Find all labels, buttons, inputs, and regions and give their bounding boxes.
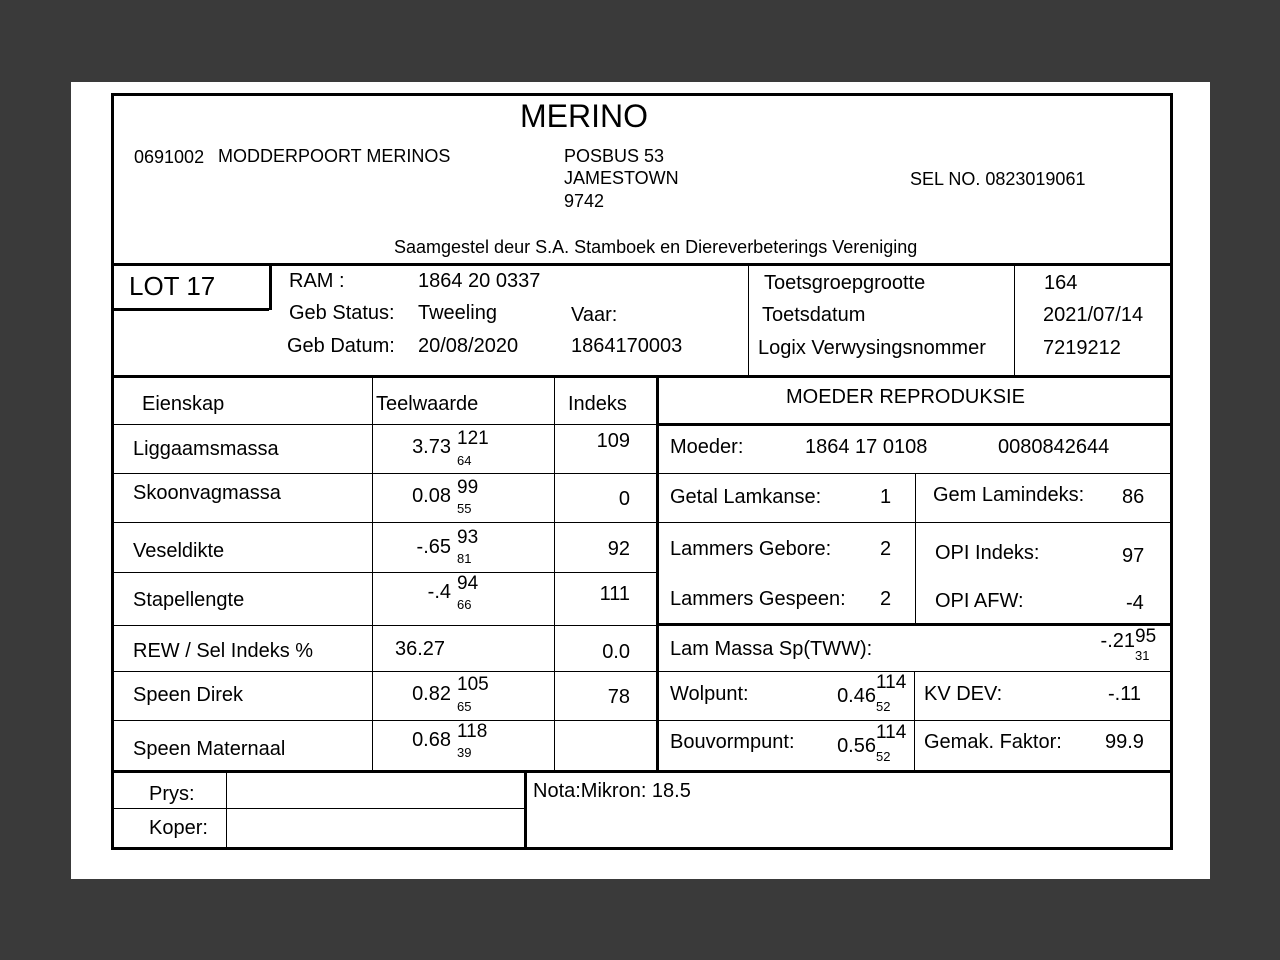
trait-bv: -.65 [416, 536, 451, 558]
wolpunt-sub: 52 [876, 699, 891, 714]
trait-bv-sup: 118 [457, 721, 488, 742]
address-line-2: JAMESTOWN [564, 168, 679, 188]
lam-massa-sup: 95 [1135, 626, 1157, 647]
geb-status-label: Geb Status: [289, 302, 395, 324]
ram-label: RAM : [289, 270, 345, 292]
title: MERINO [520, 98, 648, 134]
logix-label: Logix Verwysingsnommer [758, 337, 986, 359]
trait-name: Speen Maternaal [133, 738, 286, 760]
bouvorm-sub: 52 [876, 749, 891, 764]
trait-bv: 0.82 [412, 683, 451, 705]
sel-number: SEL NO. 0823019061 [910, 169, 1086, 189]
header-eienskap: Eienskap [142, 393, 225, 415]
lam-massa-sub: 31 [1135, 648, 1150, 663]
trait-index: 0.0 [602, 641, 630, 663]
trait-name: REW / Sel Indeks % [133, 640, 314, 662]
gemak-value: 99.9 [1105, 731, 1144, 753]
breeder-name: MODDERPOORT MERINOS [218, 146, 451, 166]
trait-bv-sub: 66 [457, 597, 472, 612]
trait-name: Liggaamsmassa [133, 438, 279, 460]
trait-bv-sup: 94 [457, 573, 479, 594]
gebore-value: 2 [880, 538, 892, 560]
opi-afw-label: OPI AFW: [935, 590, 1024, 612]
moeder-id: 1864 17 0108 [805, 436, 928, 458]
trait-index: 78 [607, 686, 630, 708]
toetsdatum-label: Toetsdatum [762, 304, 866, 326]
moeder-label: Moeder: [670, 436, 744, 458]
vaar-label: Vaar: [571, 304, 618, 326]
bouvorm-sup: 114 [876, 722, 907, 743]
trait-name: Skoonvagmassa [133, 482, 281, 504]
opi-indeks-value: 97 [1122, 545, 1145, 567]
geb-datum-value: 20/08/2020 [418, 335, 519, 357]
prys-label: Prys: [149, 783, 195, 805]
trait-bv-sub: 64 [457, 453, 472, 468]
trait-bv-sup: 99 [457, 477, 479, 498]
header-indeks: Indeks [568, 393, 627, 415]
groepgrootte-value: 164 [1044, 272, 1078, 294]
gemak-label: Gemak. Faktor: [924, 731, 1062, 753]
trait-bv: -.4 [427, 581, 451, 603]
trait-bv-sub: 39 [457, 745, 472, 760]
bouvorm-value: 0.56 [837, 735, 876, 757]
trait-bv: 36.27 [395, 638, 446, 660]
geb-datum-label: Geb Datum: [287, 335, 395, 357]
compiled-by: Saamgestel deur S.A. Stamboek en Diereverbeterings Vereniging [394, 237, 918, 257]
geb-status-value: Tweeling [418, 302, 497, 324]
opi-afw-value: -4 [1126, 592, 1144, 614]
trait-index: 109 [596, 430, 630, 452]
lamkanse-value: 1 [880, 486, 892, 508]
moeder-heading: MOEDER REPRODUKSIE [786, 386, 1025, 408]
wolpunt-value: 0.46 [837, 685, 876, 707]
groepgrootte-label: Toetsgroepgrootte [764, 272, 926, 294]
koper-field[interactable] [235, 813, 515, 839]
trait-name: Veseldikte [133, 540, 225, 562]
lam-massa-label: Lam Massa Sp(TWW): [670, 638, 873, 660]
sale-card [111, 93, 1173, 850]
trait-bv-sub: 81 [457, 551, 472, 566]
breeder-code: 0691002 [134, 147, 205, 167]
ram-value: 1864 20 0337 [418, 270, 541, 292]
logix-value: 7219212 [1043, 337, 1121, 359]
trait-bv: 3.73 [412, 436, 451, 458]
gespeen-value: 2 [880, 588, 892, 610]
trait-bv-sub: 55 [457, 501, 472, 516]
kv-dev-value: -.11 [1108, 683, 1141, 705]
trait-index: 92 [607, 538, 630, 560]
trait-index: 0 [618, 488, 630, 510]
lot-number: LOT 17 [129, 271, 216, 301]
nota-text: Nota:Mikron: 18.5 [533, 780, 691, 802]
lamkanse-label: Getal Lamkanse: [670, 486, 822, 508]
toetsdatum-value: 2021/07/14 [1043, 304, 1144, 326]
bouvorm-label: Bouvormpunt: [670, 731, 795, 753]
trait-bv-sub: 65 [457, 699, 472, 714]
trait-bv: 0.08 [412, 485, 451, 507]
moeder-number: 0080842644 [998, 436, 1110, 458]
trait-bv: 0.68 [412, 729, 451, 751]
wolpunt-sup: 114 [876, 672, 907, 693]
header-teelwaarde: Teelwaarde [376, 393, 479, 415]
trait-index: 111 [599, 583, 630, 605]
address-line-3: 9742 [564, 191, 605, 211]
trait-bv-sup: 121 [457, 428, 489, 449]
lam-massa-value: -.21 [1100, 630, 1135, 652]
gem-lamindeks-value: 86 [1122, 486, 1145, 508]
trait-bv-sup: 105 [457, 674, 489, 695]
address-line-1: POSBUS 53 [564, 146, 665, 166]
gebore-label: Lammers Gebore: [670, 538, 832, 560]
prys-field[interactable] [235, 779, 515, 805]
vaar-value: 1864170003 [571, 335, 683, 357]
opi-indeks-label: OPI Indeks: [935, 542, 1040, 564]
gespeen-label: Lammers Gespeen: [670, 588, 846, 610]
kv-dev-label: KV DEV: [924, 683, 1003, 705]
wolpunt-label: Wolpunt: [670, 683, 749, 705]
trait-name: Speen Direk [133, 684, 244, 706]
koper-label: Koper: [149, 817, 208, 839]
gem-lamindeks-label: Gem Lamindeks: [933, 484, 1085, 506]
trait-name: Stapellengte [133, 589, 245, 611]
trait-bv-sup: 93 [457, 527, 479, 548]
